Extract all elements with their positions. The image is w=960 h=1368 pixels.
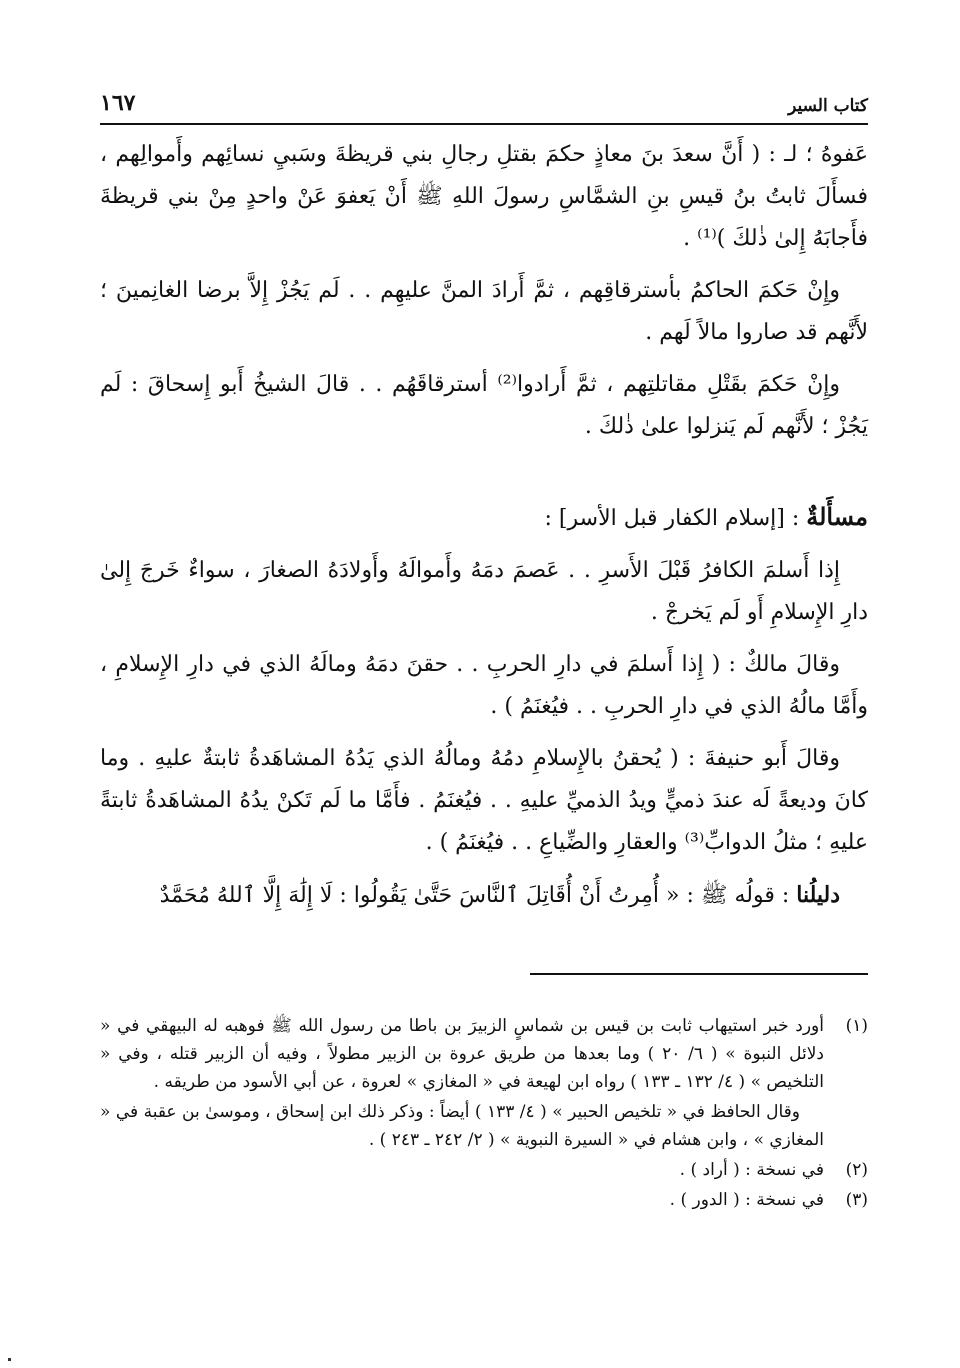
- section-heading: [100, 496, 868, 540]
- footnote-1: [100, 1012, 868, 1096]
- running-title: كتاب السير: [788, 96, 868, 116]
- main-text: [100, 134, 868, 927]
- paragraph-3: وإِنْ حَكمَ بقَتْلِ مقاتلتِهم ، ثمَّ أَرادوا⁽²⁾ أسترقاقَهُم . . قالَ الشيخُ أَبو إِسحاقَ : لَم يَجُزْ ؛ لأَنَّهم لَم يَنزلوا علىٰ ذٰلكَ .: [100, 372, 868, 439]
- page-number: ١٦٧: [100, 90, 136, 116]
- page-header: [100, 86, 868, 116]
- footnotes: [100, 1012, 868, 1216]
- footnote-divider: [530, 973, 868, 975]
- masala-label: مسأَلةٌ: [806, 502, 868, 531]
- paragraph-4: إِذا أَسلمَ الكافرُ قَبْلَ الأَسرِ . . عَصمَ دمَهُ وأَموالَهُ وأَولادَهُ الصغارَ ، سواءٌ خَرجَ إِلىٰ دارِ الإِسلامِ أَو لَم يَخرجْ .: [100, 558, 868, 625]
- footnote-1-text: أورد خبر استيهاب ثابت بن قيس بن شماسٍ الزبيرَ بن باطا من رسول الله ﷺ فوهبه له البيهقي في « دلائل النبوة » ( ٦/ ٢٠ ) وما بعدها من طريق عروة بن الزبير مطولاً ، وفيه أن الزبير قتله ، وفي « التلخيص » ( ٤/ ١٣٢ ـ ١٣٣ ) رواه ابن لهيعة في « المغازي » لعروة ، عن أبي الأسود من طريقه .: [100, 1016, 824, 1092]
- footnote-1-continuation: وقال الحافظ في « تلخيص الحبير » ( ٤/ ١٣٣ ) أيضاً : وذكر ذلك ابن إسحاق ، وموسىٰ بن عقبة في « المغازي » ، وابن هشام في « السيرة النبوية » ( ٢/ ٢٤٢ ـ ٢٤٣ ) .: [100, 1102, 824, 1150]
- scan-speck: [8, 1358, 11, 1361]
- footnote-3-number: (٣): [845, 1190, 868, 1210]
- paragraph-7-text: : قولُه ﷺ : « أُمِرتُ أَنْ أُقَاتِلَ ٱلنَّاسَ حَتَّىٰ يَقُولُوا : لَا إِلَٰهَ إِلَّا ٱللهُ مُحَمَّدٌ: [159, 883, 790, 908]
- masala-title: : [إسلام الكفار قبل الأسر] :: [544, 506, 800, 531]
- daleel-label: دليلُنا: [796, 882, 840, 908]
- footnote-2-text: في نسخة : ( أراد ) .: [679, 1160, 824, 1180]
- paragraph-5: وقالَ مالكٌ : ( إِذا أَسلمَ في دارِ الحربِ . . حقنَ دمَهُ ومالَهُ الذي في دارِ الإِسلامِ ، وأَمَّا مالُهُ الذي في دارِ الحربِ . . فيُغنَمُ ) .: [100, 652, 868, 719]
- paragraph-6: وقالَ أَبو حنيفةَ : ( يُحقنُ بالإِسلامِ دمُهُ ومالُهُ الذي يَدُهُ المشاهَدةُ ثابتةٌ عليهِ . وما كانَ وديعةً لَه عندَ ذميٍّ ويدُ الذميِّ عليهِ . . فيُغنَمُ . فأَمَّا ما لَم تَكنْ يدُهُ المشاهَدةُ ثابتةً عليهِ ؛ مثلُ الدوابِّ⁽³⁾ والعقارِ والضِّياعِ . . فيُغنَمُ ) .: [100, 746, 868, 855]
- footnote-2-number: (٢): [845, 1160, 868, 1180]
- footnote-1-number: (١): [845, 1016, 868, 1036]
- footnote-2: [100, 1156, 868, 1184]
- paragraph-2: وإِنْ حَكمَ الحاكمُ بأسترقاقِهم ، ثمَّ أَرادَ المنَّ عليهِم . . لَم يَجُزْ إِلاَّ برضا الغانِمينَ ؛ لأَنَّهم قد صاروا مالاً لَهم .: [100, 278, 868, 345]
- footnote-3: [100, 1186, 868, 1214]
- footnote-3-text: في نسخة : ( الدور ) .: [669, 1190, 824, 1210]
- paragraph-1: عَفوهُ ؛ لـ : ( أَنَّ سعدَ بنَ معاذٍ حكمَ بقتلِ رجالِ بني قريظةَ وسَبيِ نسائِهم وأَموالِهم ، فسأَلَ ثابتُ بنُ قيسِ بنِ الشمَّاسِ رسولَ اللهِ ﷺ أَنْ يَعفوَ عَنْ واحدٍ مِنْ بني قريظةَ فأَجابَهُ إِلىٰ ذٰلكَ )⁽¹⁾ .: [100, 142, 868, 251]
- header-divider: [100, 123, 868, 125]
- paragraph-7: [100, 874, 868, 917]
